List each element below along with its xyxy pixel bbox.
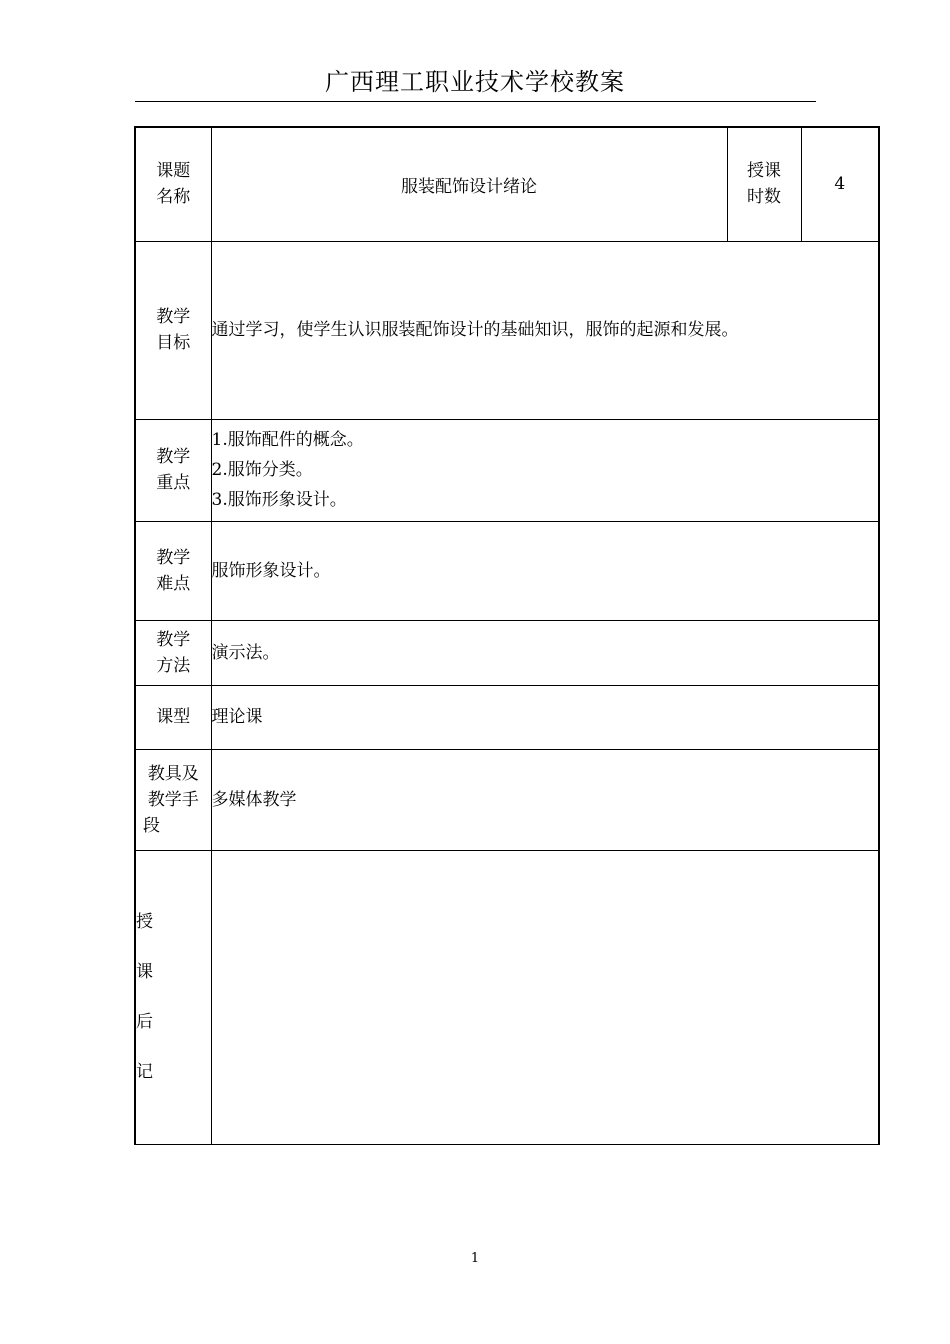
tools-label-line2: 教学手 (147, 789, 199, 810)
method-label-line2: 方法 (156, 655, 191, 676)
page-title: 广西理工职业技术学校教案 (325, 68, 625, 96)
notes-value (211, 850, 879, 1144)
hours-label-line1: 授课 (747, 161, 781, 182)
topic-label-line2: 名称 (156, 187, 191, 208)
method-label-line1: 教学 (156, 629, 191, 650)
topic-label-line1: 课题 (156, 161, 191, 182)
objective-value: 通过学习，使学生认识服装配饰设计的基础知识，服饰的起源和发展。 (211, 241, 879, 419)
tools-label-line1: 教具及 (147, 763, 199, 784)
difficulty-value: 服饰形象设计。 (211, 521, 879, 620)
notes-label-char: 授 (136, 912, 153, 932)
key-points-label-line1: 教学 (156, 447, 191, 467)
notes-label (135, 850, 211, 1144)
tools-label (135, 749, 211, 850)
header-rule (135, 101, 816, 102)
notes-label-char: 后 (136, 1012, 153, 1032)
row-notes (135, 850, 879, 1144)
lesson-type-value: 理论课 (211, 685, 879, 749)
key-points-label-line2: 重点 (156, 473, 191, 493)
lesson-type-label: 课型 (135, 685, 211, 749)
row-objective (135, 241, 879, 419)
difficulty-label (135, 521, 211, 620)
key-point-item: 1.服饰配件的概念。 (211, 430, 364, 450)
row-key-points (135, 419, 879, 521)
key-point-item: 3.服饰形象设计。 (211, 490, 347, 510)
topic-value: 服装配饰设计绪论 (211, 127, 727, 241)
method-label (135, 620, 211, 685)
hours-label (727, 127, 801, 241)
difficulty-label-line2: 难点 (156, 573, 191, 594)
row-topic (135, 127, 879, 241)
lesson-plan-table (134, 126, 880, 1145)
row-method (135, 620, 879, 685)
topic-label (135, 127, 211, 241)
key-point-item: 2.服饰分类。 (211, 460, 313, 480)
objective-label (135, 241, 211, 419)
tools-label-line3: 段 (143, 815, 160, 836)
tools-value: 多媒体教学 (211, 749, 879, 850)
hours-value: 4 (801, 127, 879, 241)
row-tools (135, 749, 879, 850)
row-lesson-type (135, 685, 879, 749)
objective-label-line1: 教学 (156, 307, 191, 327)
row-difficulty (135, 521, 879, 620)
hours-label-line2: 时数 (747, 187, 781, 208)
notes-label-char: 课 (136, 962, 153, 982)
key-points-label (135, 419, 211, 521)
page-number: 1 (470, 1251, 480, 1266)
objective-label-line2: 目标 (156, 333, 191, 353)
key-points-list (211, 419, 879, 521)
difficulty-label-line1: 教学 (156, 547, 191, 568)
notes-label-char: 记 (136, 1062, 153, 1082)
method-value: 演示法。 (211, 620, 879, 685)
